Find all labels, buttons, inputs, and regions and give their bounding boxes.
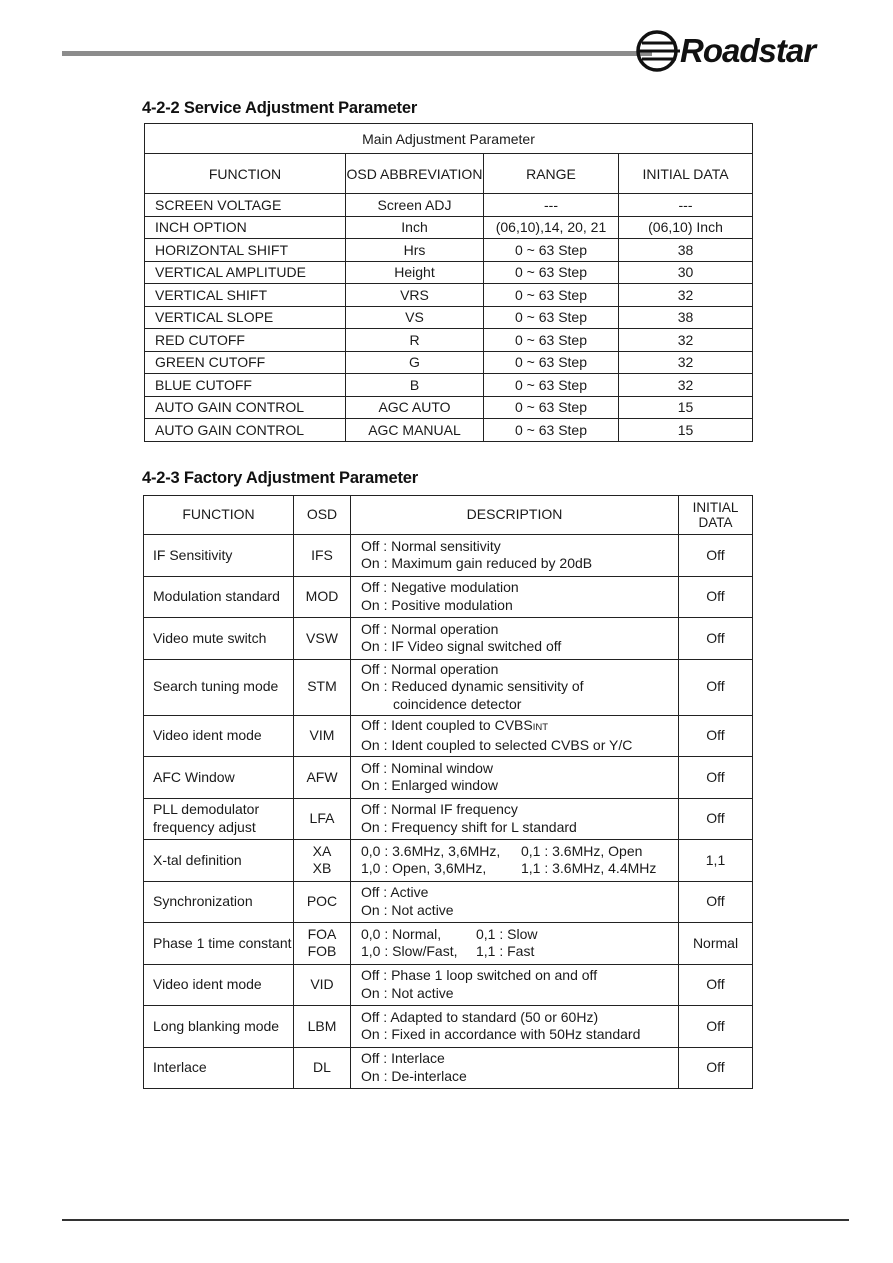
column-header: INITIAL DATA (679, 496, 753, 535)
function-cell (144, 798, 294, 840)
brand-name: Roadstar (680, 32, 816, 69)
initial-data-cell: Off (679, 659, 753, 715)
description-cell (351, 576, 679, 618)
table-cell: 0 ~ 63 Step (484, 374, 619, 397)
table-row (144, 798, 753, 840)
table-cell: SCREEN VOLTAGE (145, 194, 346, 217)
roadstar-emblem-icon (636, 29, 682, 73)
description-subscript: INT (532, 722, 549, 734)
description-line (361, 967, 678, 985)
osd-label: LBM (307, 1017, 337, 1034)
description-line (361, 661, 678, 679)
osd-label: XA (312, 842, 332, 859)
osd-cell (294, 840, 351, 882)
table-cell: 32 (619, 351, 753, 374)
osd-cell (294, 757, 351, 799)
osd-cell (294, 798, 351, 840)
table-row (144, 618, 753, 660)
table-cell: B (346, 374, 484, 397)
osd-cell (294, 881, 351, 923)
osd-cell (294, 1047, 351, 1089)
description-line (361, 926, 678, 944)
header-row (145, 154, 753, 194)
description-text: On : Ident coupled to selected CVBS or Y/C (361, 736, 633, 753)
function-cell (144, 618, 294, 660)
function-cell (144, 923, 294, 965)
service-adjustment-table (144, 123, 753, 442)
osd-label: STM (307, 678, 337, 695)
column-header: FUNCTION (144, 496, 294, 535)
table-row (144, 923, 753, 965)
description-line (361, 1068, 678, 1086)
osd-cell (294, 1006, 351, 1048)
description-cell (351, 1006, 679, 1048)
header-row (144, 496, 753, 535)
description-cell (351, 798, 679, 840)
description-text: 1,0 : Open, 3,6MHz, (361, 860, 487, 877)
description-text: Off : Phase 1 loop switched on and off (361, 967, 598, 984)
description-text: coincidence detector (393, 695, 522, 712)
footer-rule (62, 1219, 849, 1221)
description-line (361, 777, 678, 795)
description-cell (351, 1047, 679, 1089)
brand-logo (636, 28, 854, 74)
table-cell: HORIZONTAL SHIFT (145, 239, 346, 262)
table-cell: 32 (619, 284, 753, 307)
description-text: On : De-interlace (361, 1067, 467, 1084)
table-row (144, 757, 753, 799)
description-line (361, 819, 678, 837)
description-cell (351, 757, 679, 799)
table-row (145, 194, 753, 217)
description-text: 0,1 : Slow (476, 925, 538, 942)
osd-label: MOD (305, 588, 339, 604)
description-line (361, 579, 678, 597)
table-row (144, 1006, 753, 1048)
table-cell: 38 (619, 239, 753, 262)
function-cell (144, 576, 294, 618)
table-cell: RED CUTOFF (145, 329, 346, 352)
table-cell: 0 ~ 63 Step (484, 306, 619, 329)
description-cell (351, 715, 679, 757)
column-header: RANGE (484, 154, 619, 194)
factory-section-title: 4-2-3 Factory Adjustment Parameter (142, 469, 418, 487)
description-text: Off : Normal operation (361, 620, 499, 637)
description-text: On : Not active (361, 984, 454, 1001)
column-header: OSD ABBREVIATION (346, 154, 484, 194)
function-label: Synchronization (153, 893, 253, 909)
description-text: On : Frequency shift for L standard (361, 818, 577, 835)
function-cell (144, 840, 294, 882)
description-cell (351, 659, 679, 715)
description-text: Off : Negative modulation (361, 579, 519, 596)
table-row (144, 659, 753, 715)
description-text: 1,1 : 3.6MHz, 4.4MHz (521, 860, 657, 877)
description-cell (351, 618, 679, 660)
description-text: On : Fixed in accordance with 50Hz standard (361, 1026, 641, 1043)
description-line (361, 801, 678, 819)
function-cell (144, 1006, 294, 1048)
table-row (145, 261, 753, 284)
table-row (145, 239, 753, 262)
table-cell: 0 ~ 63 Step (484, 261, 619, 284)
table-row (145, 419, 753, 442)
function-label: Modulation standard (153, 588, 280, 604)
osd-label: VIM (309, 727, 335, 743)
table-caption: Main Adjustment Parameter (145, 124, 753, 154)
osd-cell (294, 618, 351, 660)
osd-label: DL (313, 1059, 331, 1075)
factory-adjustment-table (143, 495, 753, 1089)
header-rule (62, 51, 652, 56)
description-line (361, 884, 678, 902)
table-cell: INCH OPTION (145, 216, 346, 239)
initial-data-cell: Off (679, 757, 753, 799)
description-text: 0,1 : 3.6MHz, Open (521, 842, 643, 859)
description-line (361, 1026, 678, 1044)
table-cell: 32 (619, 329, 753, 352)
table-cell: AGC MANUAL (346, 419, 484, 442)
description-line (361, 621, 678, 639)
table-cell: BLUE CUTOFF (145, 374, 346, 397)
table-row (145, 351, 753, 374)
column-header: INITIAL DATA (619, 154, 753, 194)
table-row (144, 576, 753, 618)
function-label: Phase 1 time constant (153, 934, 292, 951)
description-cell (351, 923, 679, 965)
osd-label: VSW (306, 629, 338, 646)
description-line (361, 717, 678, 737)
initial-data-cell: Off (679, 964, 753, 1006)
table-cell: 38 (619, 306, 753, 329)
table-cell: (06,10) Inch (619, 216, 753, 239)
description-text: Off : Normal IF frequency (361, 801, 518, 818)
osd-label: FOB (307, 943, 337, 960)
initial-data-cell: Off (679, 1006, 753, 1048)
caption-row (145, 124, 753, 154)
table-row (144, 964, 753, 1006)
table-row (145, 374, 753, 397)
function-cell (144, 757, 294, 799)
table-cell: 32 (619, 374, 753, 397)
initial-data-cell: Off (679, 1047, 753, 1089)
initial-data-cell: Off (679, 576, 753, 618)
service-section-title: 4-2-2 Service Adjustment Parameter (142, 99, 418, 117)
table-row (145, 329, 753, 352)
function-cell (144, 659, 294, 715)
column-header: OSD (294, 496, 351, 535)
table-cell: 0 ~ 63 Step (484, 419, 619, 442)
table-cell: 15 (619, 396, 753, 419)
table-cell: VRS (346, 284, 484, 307)
description-text: Off : Normal operation (361, 660, 499, 677)
function-label: Video mute switch (153, 629, 267, 646)
table-cell: G (346, 351, 484, 374)
osd-label: FOA (307, 925, 337, 942)
table-cell: AUTO GAIN CONTROL (145, 396, 346, 419)
osd-cell (294, 576, 351, 618)
table-cell: R (346, 329, 484, 352)
table-cell: Screen ADJ (346, 194, 484, 217)
initial-data-cell: Normal (679, 923, 753, 965)
table-cell: GREEN CUTOFF (145, 351, 346, 374)
description-text: On : Reduced dynamic sensitivity of (361, 678, 584, 695)
table-cell: 0 ~ 63 Step (484, 239, 619, 262)
osd-label: POC (306, 893, 338, 909)
table-row (144, 1047, 753, 1089)
function-label: AFC Window (153, 768, 235, 785)
osd-label: XB (312, 860, 332, 877)
function-cell (144, 964, 294, 1006)
function-label: frequency adjust (153, 818, 256, 835)
description-line (361, 538, 678, 556)
initial-data-cell: Off (679, 535, 753, 577)
description-line (361, 1050, 678, 1068)
description-line (361, 597, 678, 615)
table-row (145, 216, 753, 239)
function-label: PLL demodulator (153, 801, 260, 818)
osd-label: VID (310, 976, 334, 992)
table-cell: VERTICAL SHIFT (145, 284, 346, 307)
table-row (145, 396, 753, 419)
osd-cell (294, 659, 351, 715)
description-line (361, 1009, 678, 1027)
description-text: 0,0 : 3.6MHz, 3,6MHz, (361, 842, 501, 859)
function-label: Interlace (153, 1059, 207, 1075)
table-cell: AUTO GAIN CONTROL (145, 419, 346, 442)
table-cell: 0 ~ 63 Step (484, 351, 619, 374)
description-text: Off : Normal sensitivity (361, 537, 501, 554)
description-line (361, 737, 678, 755)
osd-cell (294, 715, 351, 757)
table-cell: Hrs (346, 239, 484, 262)
table-row (144, 840, 753, 882)
description-line (361, 860, 678, 878)
description-line (361, 555, 678, 573)
description-text: Off : Active (361, 884, 429, 901)
table-cell: 0 ~ 63 Step (484, 284, 619, 307)
description-line (361, 943, 678, 961)
function-label: Video ident mode (153, 976, 262, 992)
osd-cell (294, 923, 351, 965)
description-text: Off : Ident coupled to CVBS (361, 717, 533, 734)
table-cell: VERTICAL AMPLITUDE (145, 261, 346, 284)
function-label: Search tuning mode (153, 678, 279, 695)
description-cell (351, 881, 679, 923)
table-cell: 15 (619, 419, 753, 442)
description-line (361, 902, 678, 920)
column-header: FUNCTION (145, 154, 346, 194)
function-cell (144, 715, 294, 757)
description-line (361, 843, 678, 861)
table-cell: --- (619, 194, 753, 217)
table-row (145, 306, 753, 329)
table-row (144, 715, 753, 757)
description-text: On : IF Video signal switched off (361, 638, 562, 655)
table-cell: Inch (346, 216, 484, 239)
table-cell: Height (346, 261, 484, 284)
description-line (361, 678, 678, 696)
function-label: Long blanking mode (153, 1017, 280, 1034)
description-text: On : Not active (361, 901, 454, 918)
function-cell (144, 881, 294, 923)
initial-data-cell: Off (679, 715, 753, 757)
description-cell (351, 840, 679, 882)
table-cell: VERTICAL SLOPE (145, 306, 346, 329)
function-cell (144, 1047, 294, 1089)
description-text: Off : Interlace (361, 1050, 445, 1067)
osd-label: IFS (311, 546, 333, 563)
table-row (144, 535, 753, 577)
table-row (145, 284, 753, 307)
table-cell: 0 ~ 63 Step (484, 329, 619, 352)
description-text: Off : Nominal window (361, 759, 494, 776)
osd-label: AFW (306, 768, 338, 785)
table-cell: 0 ~ 63 Step (484, 396, 619, 419)
description-text: On : Positive modulation (361, 596, 513, 613)
initial-data-cell: Off (679, 798, 753, 840)
osd-cell (294, 535, 351, 577)
description-line (361, 985, 678, 1003)
function-label: X-tal definition (153, 851, 242, 868)
description-line (361, 638, 678, 656)
initial-data-cell: 1,1 (679, 840, 753, 882)
table-cell: (06,10),14, 20, 21 (484, 216, 619, 239)
description-text: 1,1 : Fast (476, 943, 535, 960)
function-label: IF Sensitivity (153, 546, 233, 563)
initial-data-cell: Off (679, 618, 753, 660)
table-cell: 30 (619, 261, 753, 284)
description-cell (351, 535, 679, 577)
description-text: Off : Adapted to standard (50 or 60Hz) (361, 1008, 599, 1025)
description-text: On : Maximum gain reduced by 20dB (361, 555, 593, 572)
description-text: 1,0 : Slow/Fast, (361, 943, 458, 960)
column-header: DESCRIPTION (351, 496, 679, 535)
table-cell: AGC AUTO (346, 396, 484, 419)
table-row (144, 881, 753, 923)
osd-label: LFA (309, 810, 335, 826)
initial-data-cell: Off (679, 881, 753, 923)
description-cell (351, 964, 679, 1006)
description-text: 0,0 : Normal, (361, 925, 442, 942)
function-label: Video ident mode (153, 727, 262, 743)
description-line (361, 760, 678, 778)
table-cell: VS (346, 306, 484, 329)
function-cell (144, 535, 294, 577)
table-cell: --- (484, 194, 619, 217)
description-text: On : Enlarged window (361, 777, 498, 794)
description-line (361, 696, 678, 714)
osd-cell (294, 964, 351, 1006)
